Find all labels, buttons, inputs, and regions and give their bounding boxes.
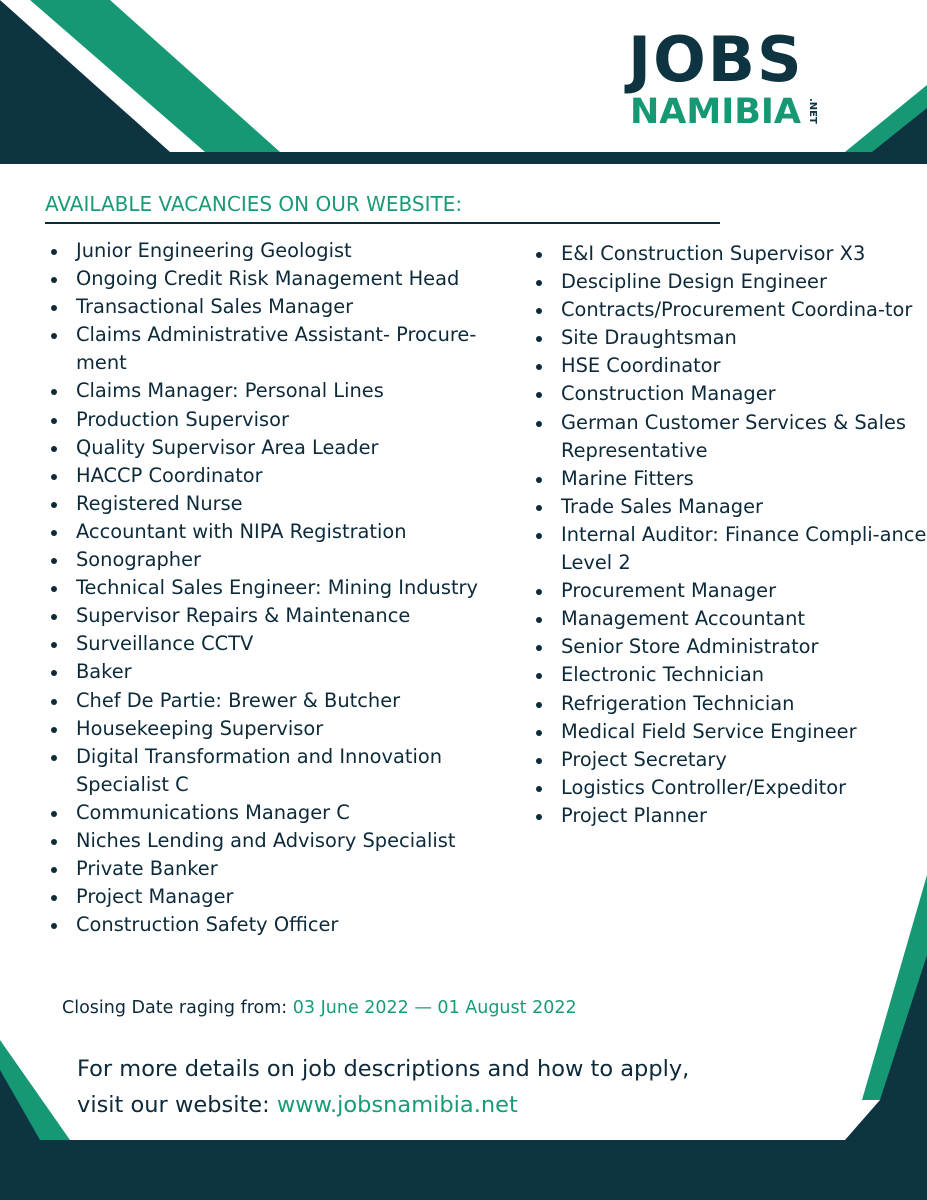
vacancy-item: German Customer Services & Sales Representative [531,409,927,465]
vacancy-item: Procurement Manager [531,577,927,605]
logo-namibia-text: NAMIBIA [630,92,802,132]
vacancy-item: Production Supervisor [46,406,501,434]
vacancy-item: Marine Fitters [531,465,927,493]
vacancy-item: Medical Field Service Engineer [531,718,927,746]
vacancy-item: E&I Construction Supervisor X3 [531,240,927,268]
vacancy-item: Construction Manager [531,380,927,408]
website-link[interactable]: www.jobsnamibia.net [276,1092,518,1118]
vacancy-item: Refrigeration Technician [531,690,927,718]
vacancy-item: Management Accountant [531,605,927,633]
vacancy-item: Trade Sales Manager [531,493,927,521]
vacancy-item: Project Planner [531,802,927,830]
heading-divider [45,222,720,224]
vacancy-item: Transactional Sales Manager [46,293,501,321]
vacancy-item: Claims Manager: Personal Lines [46,377,501,405]
vacancy-item: Senior Store Administrator [531,633,927,661]
details-line-2 [77,1087,689,1123]
vacancy-item: Internal Auditor: Finance Compli-ance Level 2 [531,521,927,577]
closing-date-label: Closing Date raging from: [62,998,293,1018]
vacancy-item: Electronic Technician [531,661,927,689]
vacancy-item: Project Manager [46,883,501,911]
vacancy-item: Chef De Partie: Brewer & Butcher [46,687,501,715]
vacancies-heading: AVAILABLE VACANCIES ON OUR WEBSITE: [45,192,463,216]
vacancy-item: Niches Lending and Advisory Specialist [46,827,501,855]
vacancy-item: Construction Safety Officer [46,911,501,939]
vacancy-item: Accountant with NIPA Registration [46,518,501,546]
vacancy-item: Sonographer [46,546,501,574]
vacancy-item: Surveillance CCTV [46,630,501,658]
vacancy-item: Housekeeping Supervisor [46,715,501,743]
closing-date [62,998,577,1018]
details-line-2-prefix: visit our website: [77,1092,277,1118]
vacancy-item: HACCP Coordinator [46,462,501,490]
details-line-1: For more details on job descriptions and how to apply, [77,1056,690,1082]
logo-net-text: .NET [807,98,818,124]
vacancy-item: Communications Manager C [46,799,501,827]
vacancy-item: Technical Sales Engineer: Mining Industry [46,574,501,602]
vacancy-item: Private Banker [46,855,501,883]
vacancy-list-left [46,237,501,939]
details-text [77,1051,689,1123]
vacancy-item: Quality Supervisor Area Leader [46,434,501,462]
jobsnamibia-logo [628,23,838,138]
vacancy-item: Claims Administrative Assistant- Procure-ment [46,321,501,377]
vacancy-item: Supervisor Repairs & Maintenance [46,602,501,630]
vacancy-item: Baker [46,658,501,686]
vacancy-item: Junior Engineering Geologist [46,237,501,265]
vacancy-list-right [531,240,927,830]
vacancy-item: Logistics Controller/Expeditor [531,774,927,802]
logo-jobs-text: JOBS [628,23,804,96]
vacancy-item: Site Draughtsman [531,324,927,352]
vacancy-item: Project Secretary [531,746,927,774]
closing-date-range: 03 June 2022 — 01 August 2022 [292,998,577,1018]
vacancy-item: HSE Coordinator [531,352,927,380]
vacancy-item: Registered Nurse [46,490,501,518]
vacancy-item: Ongoing Credit Risk Management Head [46,265,501,293]
vacancy-item: Digital Transformation and Innovation Specialist C [46,743,501,799]
vacancy-item: Descipline Design Engineer [531,268,927,296]
vacancy-item: Contracts/Procurement Coordina-tor [531,296,927,324]
